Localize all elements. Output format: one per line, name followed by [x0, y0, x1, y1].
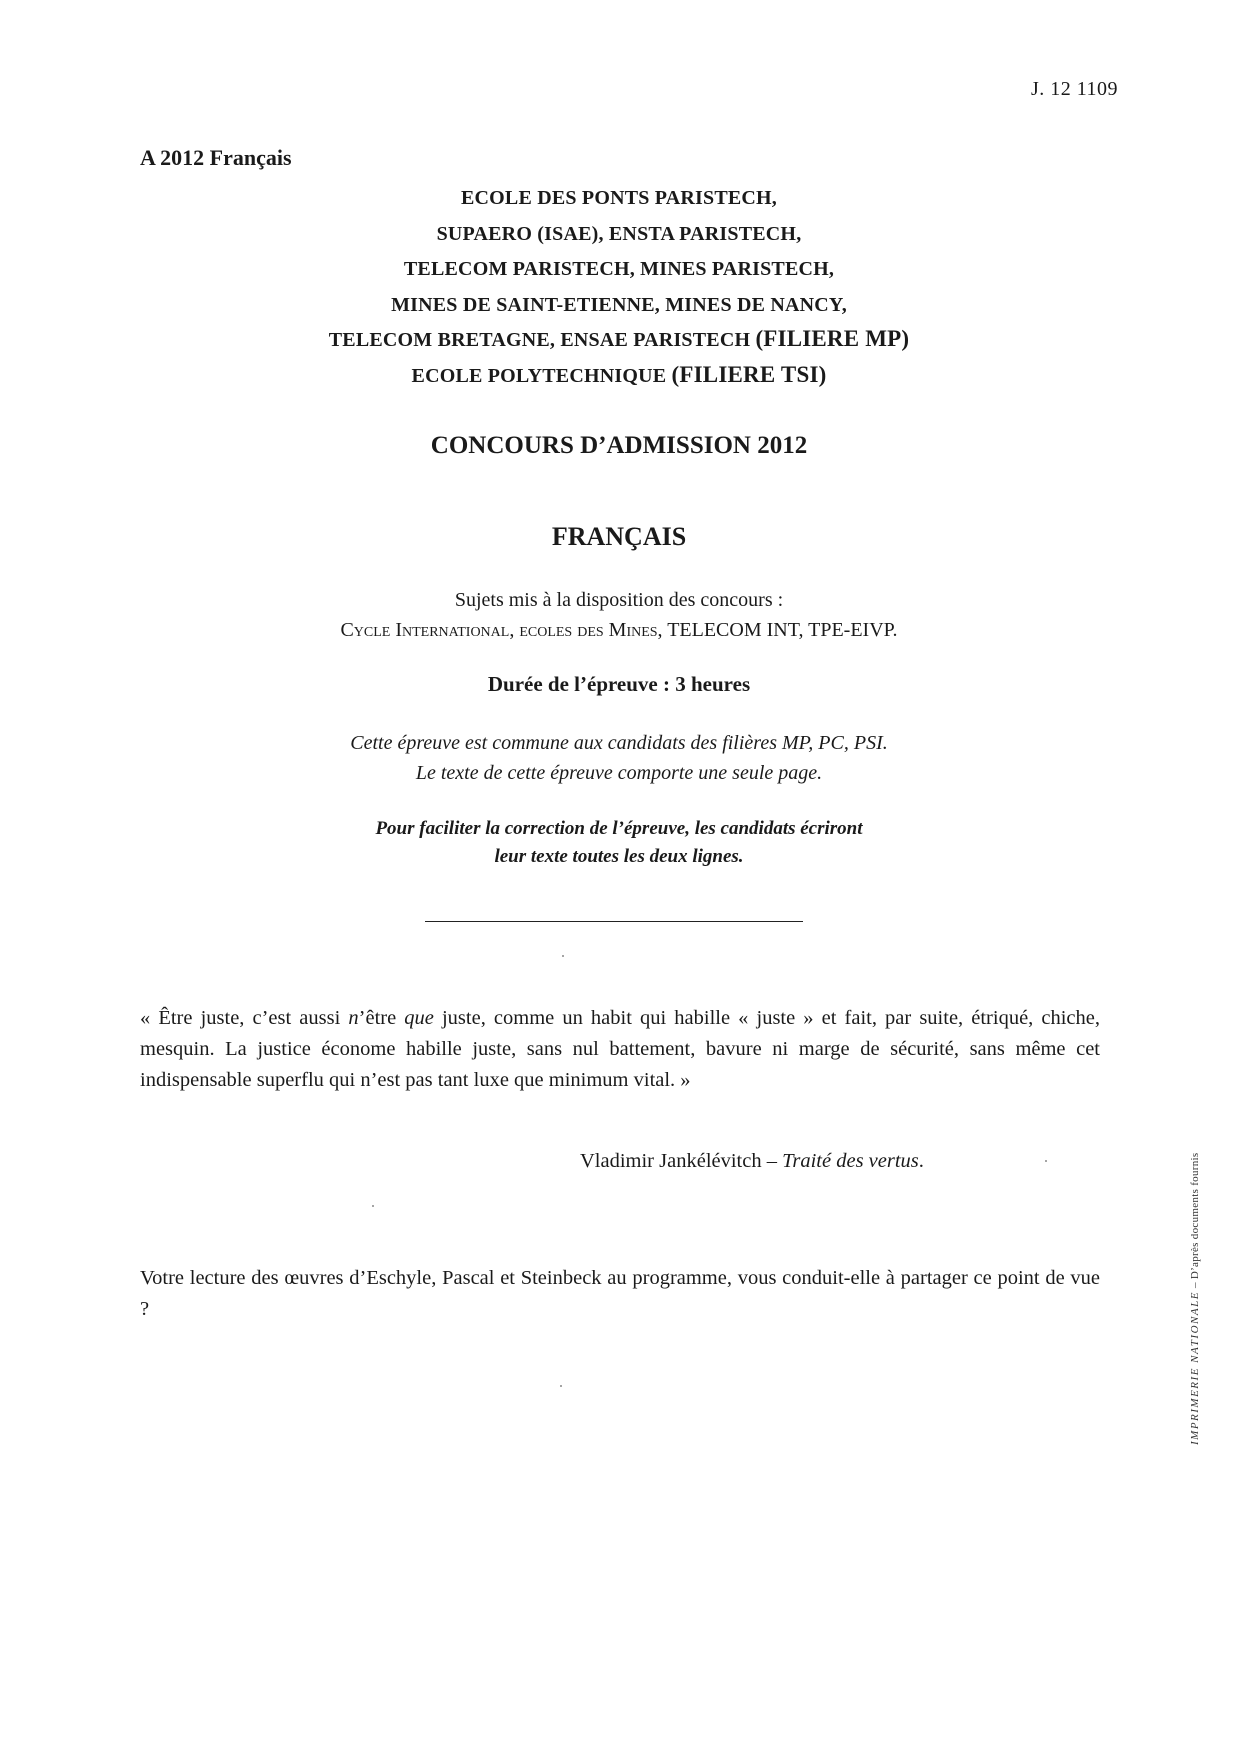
- essay-question: Votre lecture des œuvres d’Eschyle, Pascal et Steinbeck au programme, vous conduit-elle à partager ce point de vue ?: [140, 1267, 1100, 1320]
- exam-notes: [0, 728, 1238, 788]
- school-line: MINES DE SAINT-ETIENNE, MINES DE NANCY,: [391, 293, 847, 316]
- exam-label: A 2012 Français: [140, 145, 292, 170]
- exam-duration: Durée de l’épreuve : 3 heures: [487, 672, 751, 696]
- subjects-availability: [0, 585, 1238, 645]
- scan-speck: [372, 1205, 374, 1207]
- quote-attribution: Vladimir Jankélévitch – Traité des vertus.: [580, 1150, 924, 1172]
- separator-line: [425, 921, 803, 922]
- school-line: TELECOM PARISTECH, MINES PARISTECH,: [403, 258, 835, 280]
- printer-mark: IMPRIMERIE NATIONALE – D’après documents fournis: [1189, 1152, 1201, 1445]
- subjects-intro-line: Sujets mis à la disposition des concours :: [454, 589, 784, 611]
- work-title: Traité des vertus: [782, 1150, 919, 1172]
- note-line-pages: Le texte de cette épreuve comporte une seule page.: [415, 762, 823, 784]
- scan-speck: [560, 1385, 562, 1387]
- quote-paragraph: « Être juste, c’est aussi n’être que juste, comme un habit qui habille « juste » et fait, par suite, étriqué, chiche, mesquin. La justice économe habille juste, sans nul battement, bavure ni marge de sécurité, sans même cet indispensable superflu qui n’est pas tant luxe que minimum vital. »: [140, 1007, 1101, 1091]
- school-line: SUPAERO (ISAE), ENSTA PARISTECH,: [436, 222, 802, 245]
- scan-speck: [1045, 1160, 1047, 1162]
- subjects-list-line: Cycle International, ecoles des Mines, TELECOM INT, TPE-EIVP.: [340, 619, 898, 641]
- school-line: ECOLE POLYTECHNIQUE (FILIERE TSI): [411, 361, 827, 387]
- schools-list: [0, 180, 1238, 393]
- writing-instruction: [0, 815, 1238, 871]
- school-line: TELECOM BRETAGNE, ENSAE PARISTECH (FILIERE MP): [328, 326, 910, 351]
- scan-speck: [562, 955, 564, 957]
- school-line: ECOLE DES PONTS PARISTECH,: [460, 187, 777, 209]
- author-name: Vladimir Jankélévitch –: [580, 1150, 783, 1172]
- instruction-line-1: Pour faciliter la correction de l’épreuve, les candidats écriront: [375, 818, 863, 839]
- subject-title: FRANÇAIS: [551, 522, 687, 551]
- reference-code: J. 12 1109: [1030, 78, 1118, 100]
- note-line-common: Cette épreuve est commune aux candidats des filières MP, PC, PSI.: [350, 732, 888, 754]
- instruction-line-2: leur texte toutes les deux lignes.: [494, 846, 744, 867]
- concours-title: CONCOURS D’ADMISSION 2012: [430, 432, 808, 459]
